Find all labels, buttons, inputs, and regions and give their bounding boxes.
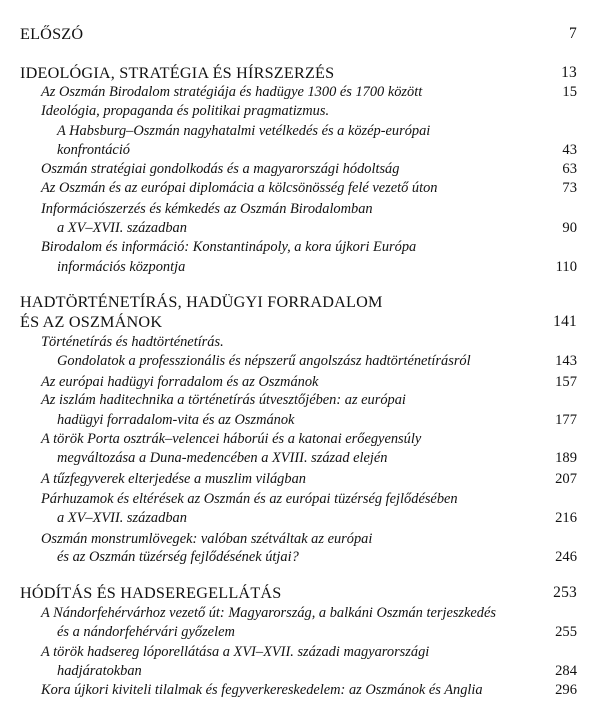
toc-entry-title: Az Oszmán és az európai diplomácia a kölcsönösség felé vezető úton [41, 180, 438, 196]
toc-entry-title: Történetírás és hadtörténetírás. [41, 334, 224, 350]
toc-entry-title: és a nándorfehérvári győzelem [57, 624, 235, 640]
toc-page-number: 284 [555, 663, 577, 679]
toc-entry [20, 507, 577, 529]
toc-entry-title: A tűzfegyverek elterjedése a muszlim világban [41, 471, 306, 487]
toc-section-heading [20, 311, 577, 333]
toc-entry [20, 468, 577, 490]
toc-entry [20, 256, 577, 278]
toc-entry-title: A török hadsereg lóporellátása a XVI–XVII. századi magyarországi [41, 644, 430, 660]
toc-section-heading [20, 291, 577, 313]
toc-page-number: 189 [555, 450, 577, 466]
toc-page-number: 7 [569, 25, 577, 42]
toc-entry-title: Gondolatok a professzionális és népszerű angolszász hadtörténetírásról [57, 353, 471, 369]
toc-entry-title: Ideológia, propaganda és politikai pragmatizmus. [41, 103, 330, 119]
toc-entry-title: Oszmán stratégiai gondolkodás és a magyarországi hódoltság [41, 161, 400, 177]
toc-section-heading [20, 582, 577, 604]
toc-page-number: 63 [562, 161, 577, 177]
toc-entry [20, 236, 577, 258]
toc-entry-title: Birodalom és információ: Konstantinápoly, a kora újkori Európa [41, 239, 417, 255]
toc-entry-title: a XV–XVII. században [57, 220, 187, 236]
toc-entry-title: ÉS AZ OSZMÁNOK [20, 313, 163, 331]
toc-page-number: 43 [562, 142, 577, 158]
toc-entry [20, 621, 577, 643]
toc-entry-title: IDEOLÓGIA, STRATÉGIA ÉS HÍRSZERZÉS [20, 64, 335, 82]
toc-page-number: 246 [555, 549, 577, 565]
toc-entry [20, 389, 577, 411]
toc-entry [20, 350, 577, 372]
toc-entry [20, 546, 577, 568]
toc-entry-title: Az iszlám haditechnika a történetírás útvesztőjében: az európai [41, 392, 406, 408]
toc-entry [20, 679, 577, 701]
toc-page-number: 296 [555, 682, 577, 698]
toc-entry-title: a XV–XVII. században [57, 510, 187, 526]
toc-entry-title: A Habsburg–Oszmán nagyhatalmi vetélkedés és a közép-európai [57, 123, 431, 139]
toc-page-number: 110 [555, 259, 577, 275]
toc-entry-title: A török Porta osztrák–velencei háborúi és a katonai erőegyensúly [41, 431, 422, 447]
toc-entry-title: Oszmán monstrumlövegek: valóban szétváltak az európai [41, 531, 373, 547]
toc-entry-title: ELŐSZÓ [20, 25, 84, 43]
toc-entry [20, 100, 577, 122]
toc-entry-title: hadügyi forradalom-vita és az Oszmánok [57, 412, 295, 428]
toc-entry [20, 447, 577, 469]
toc-section-heading [20, 23, 577, 45]
toc-page-number: 177 [555, 412, 577, 428]
toc-entry-title: információs központja [57, 259, 186, 275]
toc-entry-title: konfrontáció [57, 142, 131, 158]
toc-entry-title: Párhuzamok és eltérések az Oszmán és az európai tüzérség fejlődésében [41, 491, 458, 507]
toc-entry [20, 177, 577, 199]
toc-entry-title: Kora újkori kiviteli tilalmak és fegyverkereskedelem: az Oszmánok és Anglia [41, 682, 483, 698]
toc-entry-title: Az Oszmán Birodalom stratégiája és hadügye 1300 és 1700 között [41, 84, 423, 100]
toc-entry-title: hadjáratokban [57, 663, 142, 679]
toc-page-number: 143 [555, 353, 577, 369]
toc-page-number: 15 [562, 84, 577, 100]
toc-entry-title: és az Oszmán tüzérség fejlődésének útjai? [57, 549, 299, 565]
toc-page-number: 13 [561, 64, 577, 81]
toc-page-number: 253 [553, 584, 577, 601]
toc-page-number: 216 [555, 510, 577, 526]
toc-page-number: 141 [553, 313, 577, 330]
toc-page-number: 73 [562, 180, 577, 196]
toc-entry-title: A Nándorfehérvárhoz vezető út: Magyarország, a balkáni Oszmán terjeszkedés [41, 605, 496, 621]
toc-entry-title: megváltozása a Duna-medencében a XVIII. század elején [57, 450, 388, 466]
toc-entry-title: HÓDÍTÁS ÉS HADSEREGELLÁTÁS [20, 584, 282, 602]
toc-page-number: 157 [555, 374, 577, 390]
toc-entry-title: Az európai hadügyi forradalom és az Oszmánok [41, 374, 319, 390]
toc-page-number: 90 [562, 220, 577, 236]
toc-page-number: 207 [555, 471, 577, 487]
toc-page-number: 255 [555, 624, 577, 640]
toc-entry-title: Információszerzés és kémkedés az Oszmán Birodalomban [41, 201, 373, 217]
toc-entry-title: HADTÖRTÉNETÍRÁS, HADÜGYI FORRADALOM [20, 293, 383, 311]
